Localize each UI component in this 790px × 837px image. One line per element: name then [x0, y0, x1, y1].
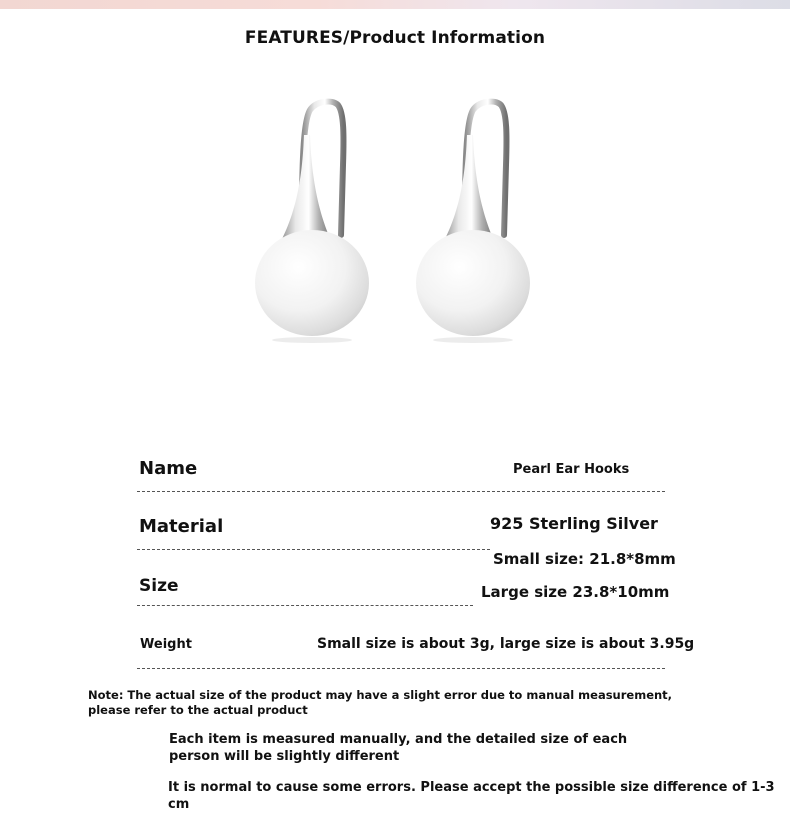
material-label: Material — [139, 516, 224, 537]
measurement-note — [88, 688, 778, 718]
note-line: please refer to the actual product — [88, 703, 308, 717]
weight-value: Small size is about 3g, large size is about 3.95g — [317, 636, 695, 652]
weight-label: Weight — [140, 637, 192, 652]
left-earring — [255, 102, 369, 343]
name-value: Pearl Ear Hooks — [513, 462, 630, 477]
note-line: Each item is measured manually, and the detailed size of each — [169, 732, 628, 747]
size-large-value: Large size 23.8*10mm — [481, 583, 670, 601]
right-earring — [416, 102, 530, 343]
note-line: cm — [168, 797, 190, 812]
top-banner-strip — [0, 0, 790, 9]
page-title: FEATURES/Product Information — [244, 28, 546, 48]
name-label: Name — [139, 458, 198, 479]
note-line: It is normal to cause some errors. Please accept the possible size difference of 1-3 — [168, 780, 775, 795]
size-label: Size — [139, 576, 179, 596]
size-difference-note — [168, 779, 775, 813]
note-line: Note: The actual size of the product may have a slight error due to manual measurement, — [88, 688, 673, 702]
divider — [137, 491, 665, 492]
divider — [137, 549, 490, 550]
divider — [137, 668, 665, 669]
note-line: person will be slightly different — [169, 749, 400, 764]
material-value: 925 Sterling Silver — [490, 514, 658, 533]
manual-measure-note — [169, 731, 769, 765]
size-small-value: Small size: 21.8*8mm — [493, 550, 676, 568]
divider — [137, 605, 473, 606]
pearl-earrings-image — [240, 95, 550, 370]
